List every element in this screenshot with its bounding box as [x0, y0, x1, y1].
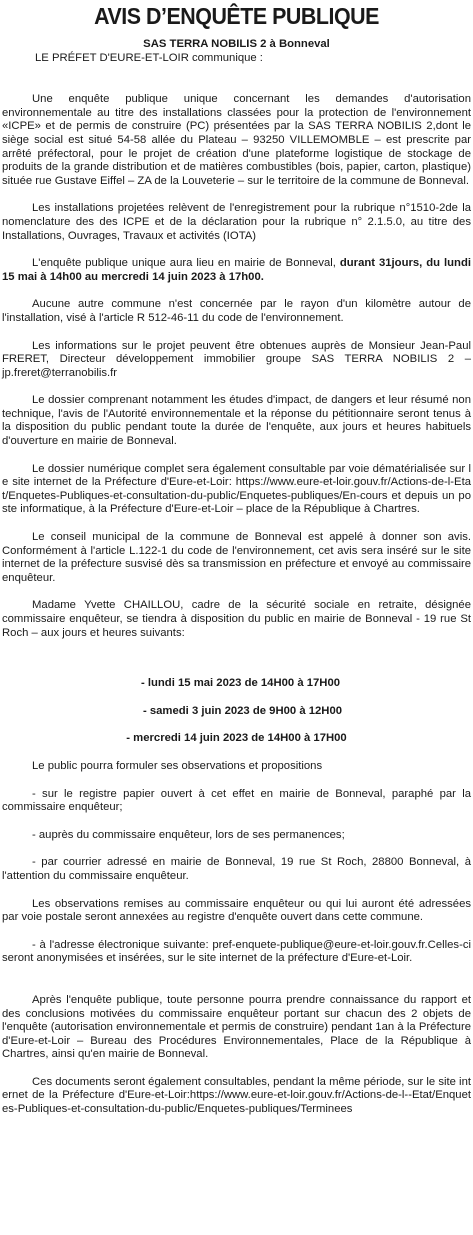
- paragraph-register: - sur le registre papier ouvert à cet effet en mairie de Bonneval, paraphé par la commissaire enquêteur;: [2, 787, 471, 814]
- paragraph-observations: Le public pourra formuler ses observations et propositions: [32, 759, 323, 772]
- paragraph-permanences: - auprès du commissaire enquêteur, lors de ses permanences;: [32, 828, 345, 841]
- paragraph-email: - à l'adresse électronique suivante: pref-enquete-publique@eure-et-loir.gouv.fr.Celles-ci seront anonymisées et insérées, sur le site internet de la préfecture d'Eure-et-Loir.: [2, 938, 471, 965]
- paragraph-contact: Les informations sur le projet peuvent être obtenues auprès de Monsieur Jean-Paul FRERET, Directeur développement immobilier groupe SAS TERRA NOBILIS 2 – jp.freret@terranobilis.fr: [2, 339, 471, 379]
- notice-page: [0, 3, 473, 1235]
- paragraph-communes: Aucune autre commune n'est concernée par le rayon d'un kilomètre autour de l'installation, visé à l'article R 512-46-11 du code de l'environnement.: [2, 298, 471, 324]
- prefet-line: LE PRÉFET D'EURE-ET-LOIR communique :: [35, 51, 263, 64]
- paragraph-council: Le conseil municipal de la commune de Bonneval est appelé à donner son avis. Conformément à l'article L.122-1 du code de l'environnement, cet avis sera inséré sur le site internet de la préfecture susvisé dès sa transmission en préfecture et envoyé au commissaire enquêteur.: [2, 531, 471, 584]
- notice-title: AVIS D’ENQUÊTE PUBLIQUE: [94, 3, 379, 29]
- paragraph-dossier: Le dossier comprenant notamment les études d'impact, de dangers et leur résumé non technique, l'avis de l'Autorité environnementale et la réponse du pétitionnaire seront tenus à la disposition du public pendant toute la durée de l'enquête, aux jours et heures habituels d'ouverture en mairie de Bonneval.: [2, 394, 471, 448]
- permanence-date: - samedi 3 juin 2023 de 9H00 à 12H00: [142, 704, 343, 717]
- permanences-list: [2, 677, 471, 746]
- paragraph-intro: Une enquête publique unique concernant les demandes d'autorisation environnementale au titre des installations classées pour la protection de l'environnement «ICPE» et de permis de construire (PC) présentées par la SAS TERRA NOBILIS 2,dont le siège social est situé 54-58 allée du Plateau – 93250 VILLEMOMBLE – est prescrite par arrêté préfectoral, pour le projet de création d'une plateforme logistique de stockage de produits de la grande distribution et de matières combustibles (bois, papier, carton, plastique) située rue Gustave Eiffel – ZA de la Louveterie – sur le territoire de la commune de Bonneval.: [2, 93, 471, 187]
- paragraph-rubriques: Les installations projetées relèvent de l'enregistrement pour la rubrique n°1510-2de la nomenclature des des ICPE et de la déclaration pour la rubrique n° 2.1.5.0, au titre des Installations, Ouvrages, Travaux et activités (IOTA): [2, 202, 471, 242]
- paragraph-annexed: Les observations remises au commissaire enquêteur ou qui lui auront été adressées par voie postale seront annexées au registre d'enquête ouvert dans cette commune.: [2, 897, 471, 924]
- paragraph-digital-dossier: Le dossier numérique complet sera également consultable par voie dématérialisée sur le site internet de la Préfecture d'Eure-et-Loir: https://www.eure-et-loir.gouv.fr/Actions-de-l-Etat/Enquetes-Publiques-et-consultation-du-public/Enquetes-publiques/En-cours et depuis un poste informatique, à la Préfecture d'Eure-et-Loir – place de la République à Chartres.: [2, 462, 471, 516]
- duration-text: L'enquête publique unique aura lieu en mairie de Bonneval,: [32, 257, 340, 270]
- paragraph-report: Après l'enquête publique, toute personne pourra prendre connaissance du rapport et des conclusions motivées du commissaire enquêteur portant sur chacun des 2 objets de l'enquête (autorisation environnementale et permis de construire) pendant 1an à la Préfecture d'Eure-et-Loir – Bureau des Procédures Environnementales, Place de la République à Chartres, ainsi qu'en mairie de Bonneval.: [2, 993, 471, 1061]
- duration-dates: durant 31jours, du lundi 15 mai à 14h00 au mercredi 14 juin 2023 à 17h00.: [2, 257, 471, 283]
- paragraph-documents: Ces documents seront également consultables, pendant la même période, sur le site internet de la Préfecture d'Eure-et-Loir:https://www.eure-et-loir.gouv.fr/Actions-de-l--Etat/Enquetes-Publiques-et-consultation-du-public/Enquetes-publiques/Terminees: [2, 1075, 471, 1116]
- paragraph-mail: - par courrier adressé en mairie de Bonneval, 19 rue St Roch, 28800 Bonneval, à l'attention du commissaire enquêteur.: [2, 856, 471, 882]
- notice-subtitle: SAS TERRA NOBILIS 2 à Bonneval: [143, 38, 330, 50]
- paragraph-duration: [2, 257, 471, 284]
- permanence-date: - mercredi 14 juin 2023 de 14H00 à 17H00: [126, 732, 347, 745]
- paragraph-commissioner: Madame Yvette CHAILLOU, cadre de la sécurité sociale en retraite, désignée commissaire enquêteur, se tiendra à disposition du public en mairie de Bonneval - 19 rue St Roch – aux jours et heures suivants:: [2, 599, 471, 639]
- permanence-date: - lundi 15 mai 2023 de 14H00 à 17H00: [140, 677, 341, 690]
